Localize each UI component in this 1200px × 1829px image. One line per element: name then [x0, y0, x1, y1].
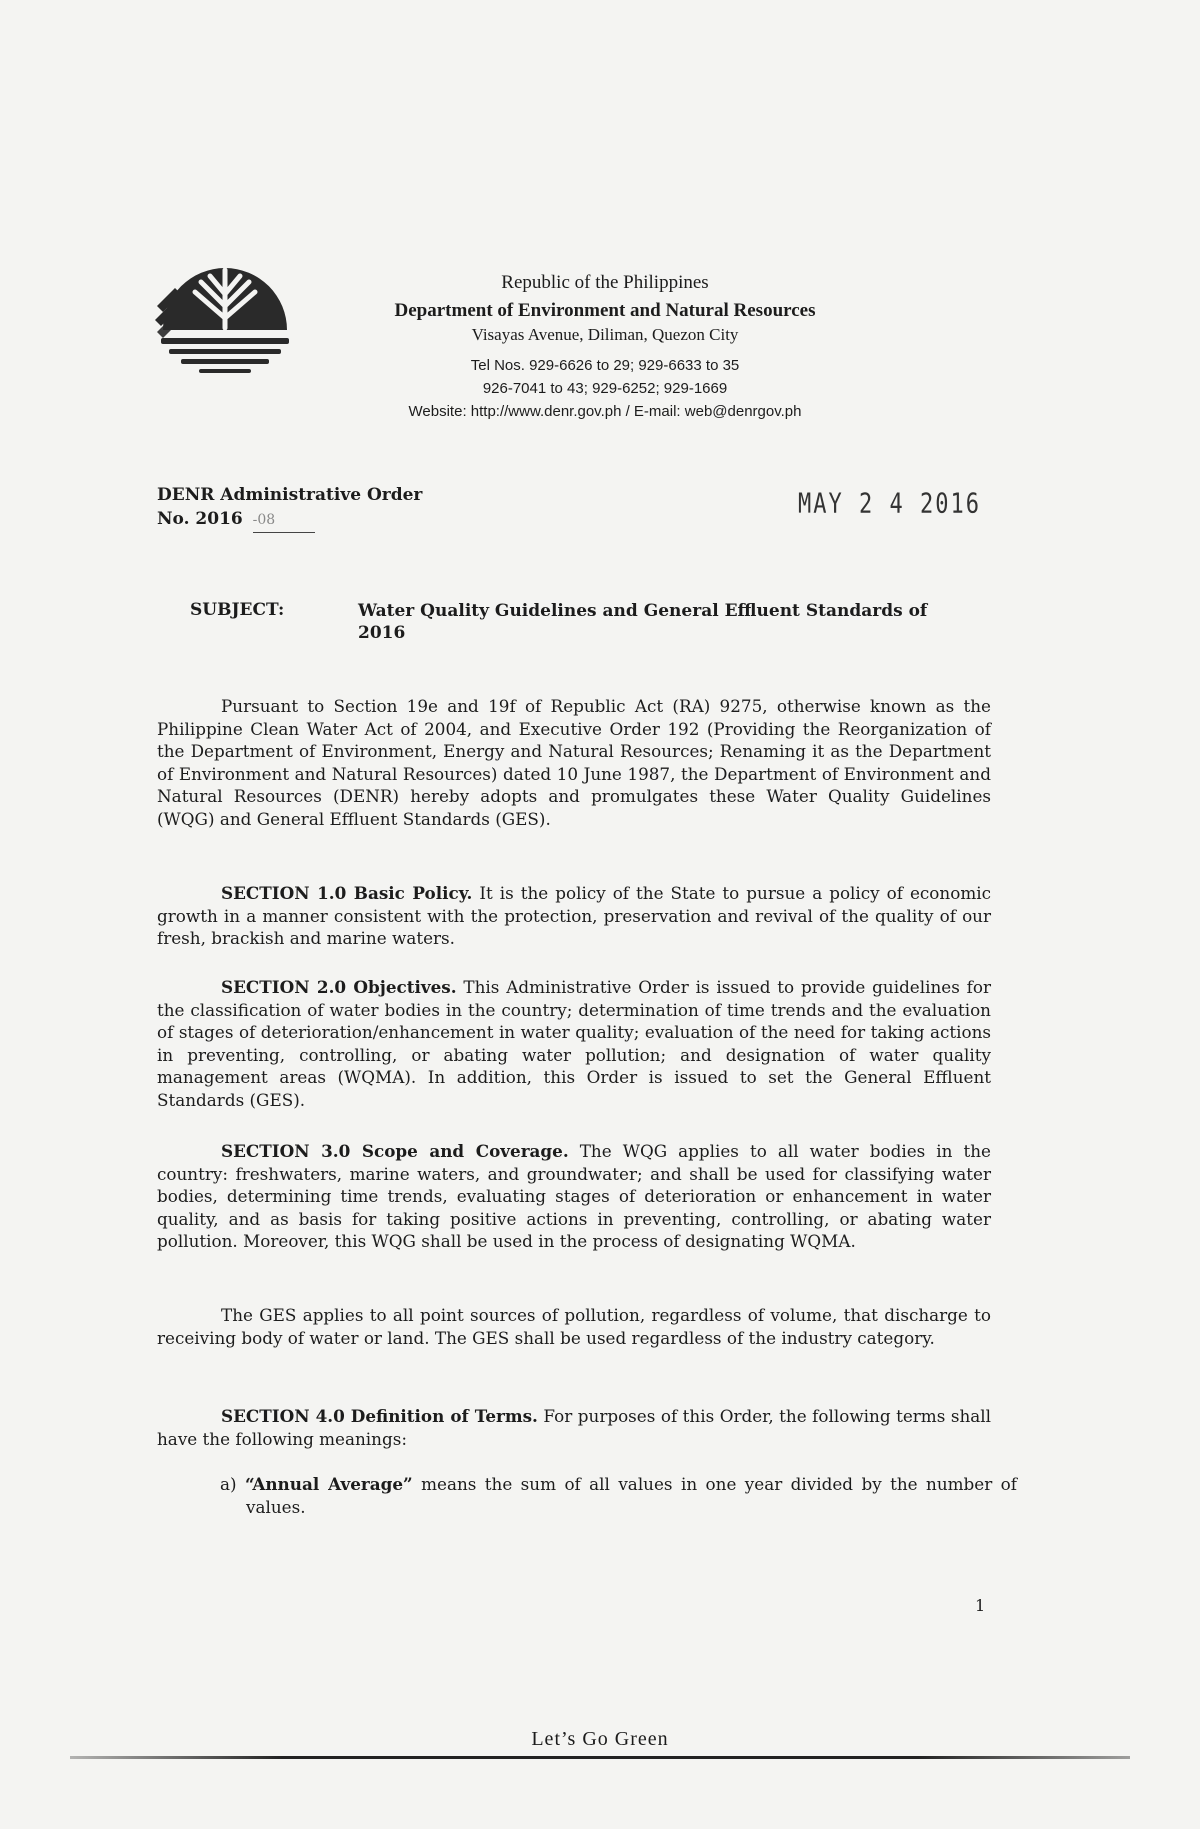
item-a-marker: a)	[220, 1474, 237, 1494]
section-3-text: The WQG applies to all water bodies in the country: freshwaters, marine waters, and groundwater; and shall be used for classifying water bodies, determining time trends, evaluating stages of deterioration or enhancement in water quality, and as basis for taking positive actions in preventing, controlling, or abating water pollution. Moreover, this WQG shall be used in the process of designating WQMA.	[157, 1141, 991, 1252]
letterhead-country: Republic of the Philippines	[501, 272, 709, 293]
order-title: DENR Administrative Order	[157, 485, 423, 505]
letterhead-address: Visayas Avenue, Diliman, Quezon City	[471, 325, 739, 344]
definition-item-a	[220, 1473, 1017, 1518]
section-1-paragraph	[157, 882, 991, 950]
section-4-paragraph	[157, 1405, 991, 1450]
ges-paragraph	[157, 1304, 991, 1349]
section-3-heading: SECTION 3.0 Scope and Coverage.	[221, 1141, 569, 1161]
order-heading	[157, 483, 422, 533]
item-a-text: means the sum of all values in one year divided by the number of values.	[246, 1474, 1017, 1517]
letterhead-department: Department of Environment and Natural Resources	[394, 300, 816, 321]
denr-logo-icon	[155, 248, 295, 388]
section-2-paragraph	[157, 976, 991, 1112]
intro-paragraph	[157, 695, 991, 831]
subject-text: Water Quality Guidelines and General Effluent Standards of 2016	[358, 601, 928, 643]
ges-text: The GES applies to all point sources of pollution, regardless of volume, that discharge to receiving body of water or land. The GES shall be used regardless of the industry category.	[157, 1305, 991, 1348]
section-3-paragraph	[157, 1140, 991, 1253]
letterhead-phones-2: 926-7041 to 43; 929-6252; 929-1669	[482, 380, 728, 397]
section-2-heading: SECTION 2.0 Objectives.	[221, 977, 457, 997]
item-a-term: “Annual Average”	[244, 1474, 413, 1494]
section-2-text: This Administrative Order is issued to provide guidelines for the classification of water bodies in the country; determination of time trends and the evaluation of stages of deterioration/enhancement in water quality; evaluation of the need for taking actions in preventing, controlling, or abating water pollution; and designation of water quality management areas (WQMA). In addition, this Order is issued to set the General Effluent Standards (GES).	[157, 977, 991, 1110]
section-4-heading: SECTION 4.0 Definition of Terms.	[221, 1406, 538, 1426]
letterhead-phones-1: Tel Nos. 929-6626 to 29; 929-6633 to 35	[470, 357, 740, 374]
section-1-heading: SECTION 1.0 Basic Policy.	[221, 883, 473, 903]
section-1-text: It is the policy of the State to pursue a policy of economic growth in a manner consistent with the protection, preservation and revival of the quality of our fresh, brackish and marine waters.	[157, 883, 991, 949]
order-number-label: No. 2016	[157, 509, 243, 529]
section-4-text: For purposes of this Order, the following terms shall have the following meanings:	[157, 1406, 991, 1449]
subject-label: SUBJECT:	[190, 600, 285, 620]
date-stamp: MAY 2 4 2016	[798, 488, 981, 521]
intro-text: Pursuant to Section 19e and 19f of Republic Act (RA) 9275, otherwise known as the Philippine Clean Water Act of 2004, and Executive Order 192 (Providing the Reorganization of the Department of Environment, Energy and Natural Resources; Renaming it as the Department of Environment and Natural Resources) dated 10 June 1987, the Department of Environment and Natural Resources (DENR) hereby adopts and promulgates these Water Quality Guidelines (WQG) and General Effluent Standards (GES).	[157, 696, 991, 829]
footer-slogan: Let’s Go Green	[531, 1728, 669, 1750]
letterhead-website: Website: http://www.denr.gov.ph / E-mail: web@denrgov.ph	[408, 403, 802, 420]
page-number: 1	[975, 1596, 986, 1615]
footer-rule	[70, 1756, 1130, 1759]
order-number-value: -08	[253, 508, 315, 533]
order-number-line	[157, 507, 315, 533]
